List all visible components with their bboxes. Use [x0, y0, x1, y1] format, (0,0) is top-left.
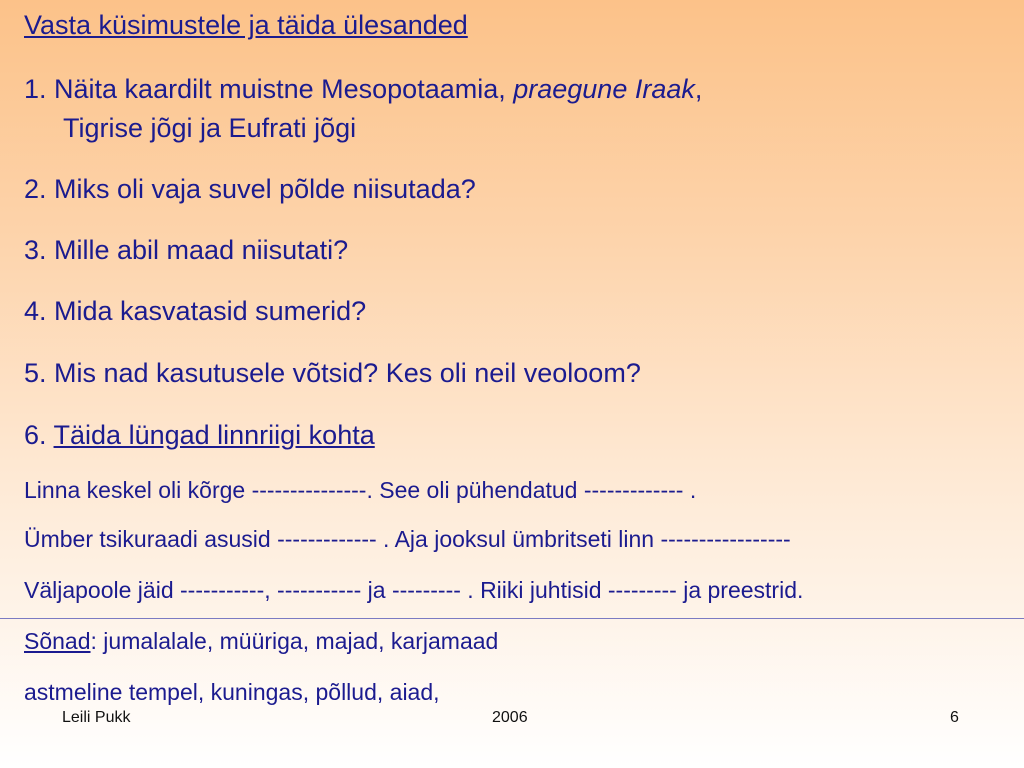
- question-2: [24, 173, 476, 205]
- slide-title: [24, 9, 468, 41]
- question-6-link[interactable]: Täida lüngad linnriigi kohta: [53, 420, 375, 450]
- word-bank-words-1: : jumalalale, müüriga, majad, karjamaad: [90, 628, 499, 654]
- question-1-comma: ,: [694, 74, 703, 104]
- question-4: [24, 295, 366, 327]
- question-1-continuation: [63, 112, 356, 144]
- word-bank-label: Sõnad: [24, 628, 91, 654]
- slide-title-text: Vasta küsimustele ja täida ülesanded: [24, 10, 468, 40]
- word-bank-line-1: [24, 627, 498, 655]
- gap-text-line-3-text: Väljapoole jäid -----------, ----------- ja --------- . Riiki juhtisid --------- ja preestrid.: [24, 577, 804, 603]
- question-5-text: 5. Mis nad kasutusele võtsid? Kes oli neil veoloom?: [24, 358, 641, 388]
- question-3-text: 3. Mille abil maad niisutati?: [24, 235, 349, 265]
- gap-text-line-3: [24, 576, 803, 604]
- word-bank-line-2: [24, 678, 440, 706]
- footer-year: 2006: [492, 709, 528, 726]
- question-1-text: 1. Näita kaardilt muistne Mesopotaamia,: [24, 74, 514, 104]
- question-1: [24, 73, 702, 105]
- footer-author: Leili Pukk: [62, 709, 131, 726]
- question-6-number: 6.: [24, 420, 54, 450]
- question-2-text: 2. Miks oli vaja suvel põlde niisutada?: [24, 174, 476, 204]
- question-1-continuation-text: Tigrise jõgi ja Eufrati jõgi: [63, 113, 357, 143]
- gap-text-line-1-text: Linna keskel oli kõrge ---------------. See oli pühendatud ------------- .: [24, 477, 697, 503]
- footer-page-number: 6: [950, 709, 959, 726]
- gap-text-line-2-text: Ümber tsikuraadi asusid ------------- . Aja jooksul ümbritseti linn -----------------: [24, 526, 791, 552]
- gap-text-line-1: [24, 476, 696, 504]
- question-4-text: 4. Mida kasvatasid sumerid?: [24, 296, 367, 326]
- word-bank-words-2: astmeline tempel, kuningas, põllud, aiad,: [24, 679, 440, 705]
- gap-text-line-2: [24, 525, 791, 553]
- section-divider: [0, 618, 1024, 619]
- question-6: [24, 419, 375, 451]
- question-5: [24, 357, 641, 389]
- question-3: [24, 234, 348, 266]
- question-1-italic-text: praegune Iraak: [513, 74, 695, 104]
